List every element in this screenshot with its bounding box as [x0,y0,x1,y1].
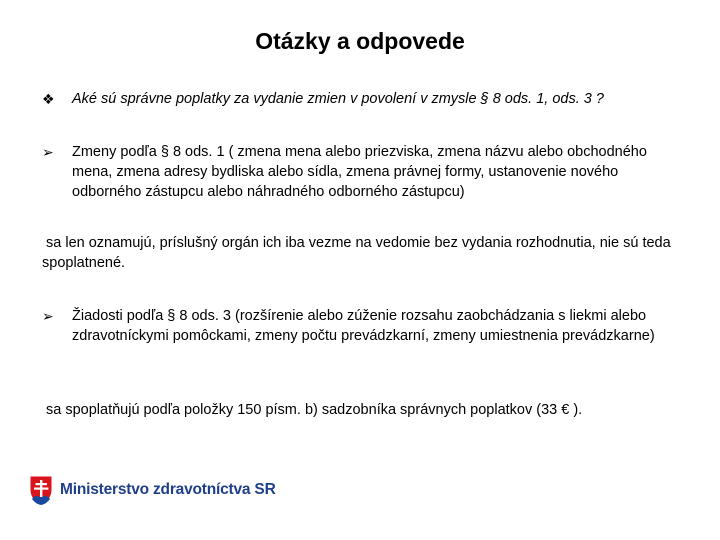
arrow-bullet-icon: ➢ [42,308,54,324]
question-text: Aké sú správne poplatky za vydanie zmien v povolení v zmysle § 8 ods. 1, ods. 3 ? [72,91,604,107]
arrow-bullet-icon: ➢ [42,144,54,160]
item2-text: Žiadosti podľa § 8 ods. 3 (rozšírenie alebo zúženie rozsahu zaobchádzania s liekmi alebo zdravotníckymi pomôckami, zmeny počtu prevádzkarní, zmeny umiestnenia prevádzkarne) [72,308,655,344]
ministry-name: Ministerstvo zdravotníctva SR [60,481,276,498]
slovak-coat-of-arms-icon [28,474,54,506]
item1-row [42,142,682,202]
answer1-text: sa len oznamujú, príslušný orgán ich iba vezme na vedomie bez vydania rozhodnutia, nie sú teda spoplatnené. [42,235,671,271]
item1-text: Zmeny podľa § 8 ods. 1 ( zmena mena alebo priezviska, zmena názvu alebo obchodného mena, zmena adresy bydliska alebo sídla, zmena právnej formy, ustanovenie nového odborného zástupcu alebo náhradného odborného zástupcu) [72,144,647,200]
diamond-bullet-icon: ❖ [42,91,55,107]
item2-row [42,306,682,346]
answer2-text: sa spoplatňujú podľa položky 150 písm. b) sadzobníka správnych poplatkov (33 € ). [46,402,583,418]
page-title: Otázky a odpovede [255,28,465,54]
ministry-logo [28,474,276,506]
question-row [42,89,692,109]
